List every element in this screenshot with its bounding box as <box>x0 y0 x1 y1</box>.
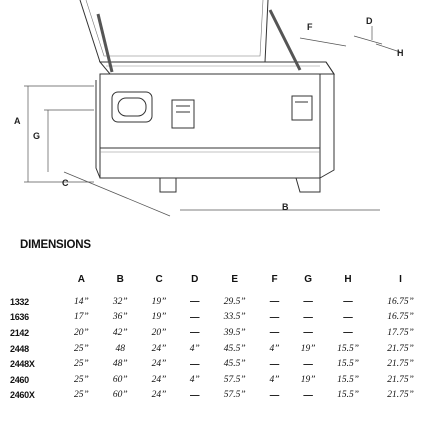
table-row <box>10 325 430 341</box>
skid-left <box>160 178 176 192</box>
dim-e-cell: 33.5” <box>223 312 246 323</box>
header-e: E <box>231 274 238 285</box>
dim-c-cell: 24” <box>151 359 167 370</box>
header-d: D <box>191 274 199 285</box>
dim-c-cell: 20” <box>151 327 167 338</box>
dim-f-cell: 4” <box>269 374 280 385</box>
dim-h-cell: 15.5” <box>337 390 359 401</box>
dim-a-cell: 17” <box>73 312 89 323</box>
model-cell: 2142 <box>10 327 29 338</box>
callout-b: B <box>282 202 289 212</box>
handle-pocket-left <box>112 92 152 122</box>
dim-d-cell: — <box>190 296 200 308</box>
table-row <box>10 388 430 404</box>
callout-g: G <box>33 131 41 141</box>
header-h: H <box>344 274 352 285</box>
dim-line-g <box>44 110 94 172</box>
dim-b-cell: 60” <box>112 390 128 401</box>
dim-d-cell: — <box>190 311 200 323</box>
dim-h-cell: 15.5” <box>337 359 359 370</box>
table-row <box>10 356 430 372</box>
dim-line-c <box>64 172 170 216</box>
model-cell: 2448X <box>10 359 35 370</box>
dim-i-cell: 16.75” <box>387 296 414 307</box>
dim-i-cell: 21.75” <box>387 343 414 354</box>
dim-d-cell: 4” <box>189 343 200 354</box>
dim-h-cell: 15.5” <box>337 374 359 385</box>
dim-f-cell: — <box>269 311 280 323</box>
box-side <box>320 74 334 178</box>
dimensions-heading: DIMENSIONS <box>20 239 91 251</box>
table-row <box>10 310 430 326</box>
header-c: C <box>155 274 163 285</box>
dim-e-cell: 39.5” <box>223 327 246 338</box>
dim-i-cell: 21.75” <box>387 359 414 370</box>
dim-c-cell: 24” <box>151 374 167 385</box>
header-a: A <box>77 274 85 285</box>
dim-d-cell: — <box>190 389 200 401</box>
dim-g-cell: — <box>303 358 313 370</box>
dim-g-cell: 19” <box>300 374 316 385</box>
model-cell: 1332 <box>10 296 29 307</box>
dim-e-cell: 45.5” <box>223 359 246 370</box>
header-f: F <box>271 274 278 285</box>
dim-a-cell: 25” <box>73 390 89 401</box>
dim-c-cell: 24” <box>151 390 167 401</box>
header-g: G <box>304 274 313 285</box>
model-cell: 2448 <box>10 343 29 354</box>
header-i: I <box>399 274 402 285</box>
dim-e-cell: 29.5” <box>223 296 246 307</box>
dim-line-d <box>354 26 382 44</box>
dim-e-cell: 57.5” <box>223 374 246 385</box>
dim-b-cell: 48” <box>112 359 128 370</box>
box-front <box>100 74 320 178</box>
dim-i-cell: 16.75” <box>387 312 414 323</box>
dim-h-cell: — <box>343 296 353 308</box>
dim-i-cell: 21.75” <box>387 390 414 401</box>
dim-d-cell: — <box>190 327 200 339</box>
front-latch <box>172 100 194 128</box>
dim-e-cell: 45.5” <box>223 343 246 354</box>
dim-d-cell: — <box>190 358 200 370</box>
dim-d-cell: 4” <box>189 374 200 385</box>
model-cell: 2460 <box>10 374 29 385</box>
model-cell: 1636 <box>10 312 29 323</box>
dim-h-cell: 15.5” <box>337 343 359 354</box>
dim-b-cell: 42” <box>112 327 128 338</box>
callout-a: A <box>14 116 21 126</box>
dim-i-cell: 21.75” <box>387 374 414 385</box>
table-row <box>10 294 430 310</box>
dim-g-cell: — <box>303 327 313 339</box>
dim-f-cell: — <box>269 327 280 339</box>
dim-a-cell: 25” <box>73 359 89 370</box>
dim-g-cell: — <box>303 296 313 308</box>
skid-right <box>296 178 320 192</box>
dim-b-cell: 60” <box>112 374 128 385</box>
dim-g-cell: — <box>303 389 313 401</box>
dim-c-cell: 24” <box>151 343 167 354</box>
dim-b-cell: 32” <box>112 296 128 307</box>
table-row <box>10 341 430 357</box>
table-body <box>10 294 430 403</box>
dim-b-cell: 48 <box>115 343 125 354</box>
model-cell: 2460X <box>10 390 35 401</box>
gas-strut-right <box>270 10 300 70</box>
dim-h-cell: — <box>343 311 353 323</box>
dim-i-cell: 17.75” <box>387 327 414 338</box>
callout-h: H <box>397 48 404 58</box>
dim-f-cell: 4” <box>269 343 280 354</box>
header-model <box>10 274 62 294</box>
header-b: B <box>116 274 124 285</box>
dim-a-cell: 25” <box>73 374 89 385</box>
table-header-row <box>10 274 430 294</box>
dim-a-cell: 14” <box>73 296 89 307</box>
latch-right <box>292 96 312 120</box>
dim-b-cell: 36” <box>112 312 128 323</box>
dim-h-cell: — <box>343 327 353 339</box>
dim-a-cell: 25” <box>73 343 89 354</box>
dimensions-table <box>10 274 430 403</box>
dim-c-cell: 19” <box>151 296 167 307</box>
dim-g-cell: — <box>303 311 313 323</box>
dim-f-cell: — <box>269 296 280 308</box>
callout-c: C <box>62 178 69 188</box>
callout-f: F <box>307 22 313 32</box>
dim-g-cell: 19” <box>300 343 316 354</box>
dim-a-cell: 20” <box>73 327 89 338</box>
dim-c-cell: 19” <box>151 312 167 323</box>
table-row <box>10 372 430 388</box>
callout-d: D <box>366 16 373 26</box>
dim-f-cell: — <box>269 389 280 401</box>
dim-line-f <box>300 38 346 46</box>
dim-f-cell: — <box>269 358 280 370</box>
dim-e-cell: 57.5” <box>223 390 246 401</box>
